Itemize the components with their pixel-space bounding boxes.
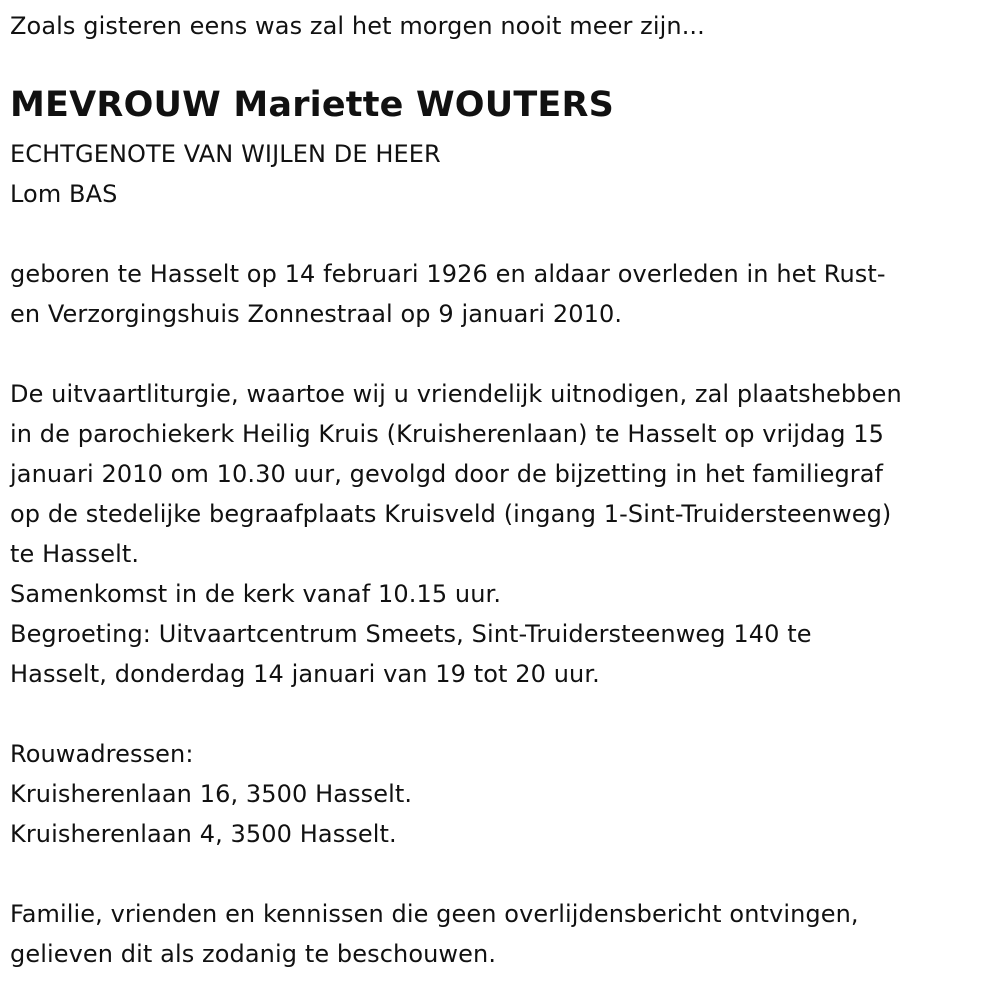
address-item: Kruisherenlaan 16, 3500 Hasselt. [10,780,413,808]
birth-death-line: en Verzorgingshuis Zonnestraal op 9 januari 2010. [10,300,623,328]
spouse-name: Lom BAS [10,180,118,208]
service-line: op de stedelijke begraafplaats Kruisveld (ingang 1-Sint-Truidersteenweg) [10,500,892,528]
closing-section [10,894,859,974]
service-line: januari 2010 om 10.30 uur, gevolgd door de bijzetting in het familiegraf [10,460,884,488]
birth-death-section [10,254,886,334]
closing-line: gelieven dit als zodanig te beschouwen. [10,940,497,968]
closing-line: Familie, vrienden en kennissen die geen overlijdensbericht ontvingen, [10,900,859,928]
condolence-line: Hasselt, donderdag 14 januari van 19 tot 20 uur. [10,660,600,688]
condolence-line: Begroeting: Uitvaartcentrum Smeets, Sint-Truidersteenweg 140 te [10,620,812,648]
spouse-title: ECHTGENOTE VAN WIJLEN DE HEER [10,140,441,168]
addresses-heading: Rouwadressen: [10,740,194,768]
service-line: De uitvaartliturgie, waartoe wij u vriendelijk uitnodigen, zal plaatshebben [10,380,902,408]
funeral-service-section [10,374,902,694]
birth-death-line: geboren te Hasselt op 14 februari 1926 en aldaar overleden in het Rust- [10,260,886,288]
service-line: in de parochiekerk Heilig Kruis (Kruisherenlaan) te Hasselt op vrijdag 15 [10,420,885,448]
deceased-name: MEVROUW Mariette WOUTERS [10,85,615,125]
service-line: te Hasselt. [10,540,140,568]
gathering-line: Samenkomst in de kerk vanaf 10.15 uur. [10,580,502,608]
opening-quote: Zoals gisteren eens was zal het morgen nooit meer zijn... [10,12,705,40]
mourning-addresses-section [10,734,412,854]
address-item: Kruisherenlaan 4, 3500 Hasselt. [10,820,397,848]
spouse-section [10,134,441,214]
